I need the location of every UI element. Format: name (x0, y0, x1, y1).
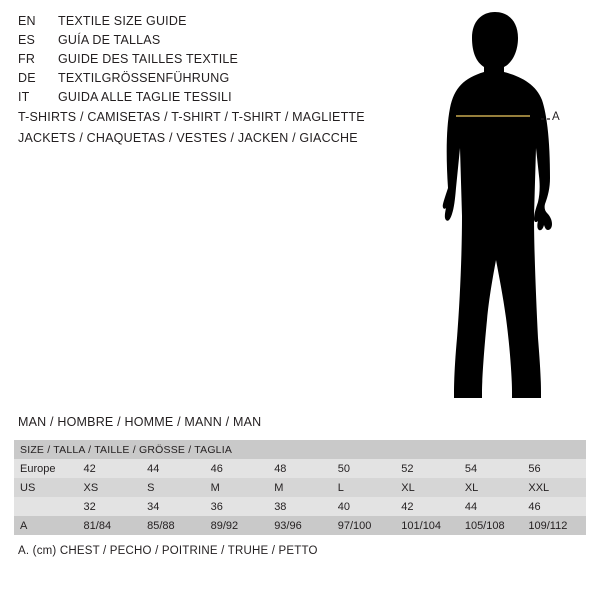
cell: 42 (395, 497, 459, 516)
cell: 93/96 (268, 516, 332, 535)
table-row (14, 516, 586, 535)
row-label (14, 497, 78, 516)
cell: XXL (522, 478, 586, 497)
language-row (18, 33, 418, 52)
cell: XS (78, 478, 142, 497)
section-heading-man: MAN / HOMBRE / HOMME / MANN / MAN (18, 415, 262, 429)
row-label: A (14, 516, 78, 535)
category-list (18, 110, 438, 152)
language-row (18, 52, 418, 71)
cell: 85/88 (141, 516, 205, 535)
category-jackets: JACKETS / CHAQUETAS / VESTES / JACKEN / GIACCHE (18, 131, 358, 145)
cell: 46 (205, 459, 269, 478)
cell: 32 (78, 497, 142, 516)
cell: 48 (268, 459, 332, 478)
size-table (14, 440, 586, 535)
cell: 54 (459, 459, 523, 478)
cell: L (332, 478, 396, 497)
cell: XL (395, 478, 459, 497)
cell: M (268, 478, 332, 497)
language-text: TEXTILGRÖSSENFÜHRUNG (58, 71, 230, 85)
table-row (14, 478, 586, 497)
language-list (18, 14, 418, 109)
language-code: ES (18, 33, 36, 47)
language-row (18, 71, 418, 90)
cell: 101/104 (395, 516, 459, 535)
cell: M (205, 478, 269, 497)
language-code: EN (18, 14, 36, 28)
cell: 50 (332, 459, 396, 478)
cell: 52 (395, 459, 459, 478)
cell: 42 (78, 459, 142, 478)
language-row (18, 14, 418, 33)
row-label: US (14, 478, 78, 497)
cell: 44 (141, 459, 205, 478)
measure-label-a: A (552, 111, 560, 123)
language-text: GUÍA DE TALLAS (58, 33, 161, 47)
cell: 36 (205, 497, 269, 516)
cell: 56 (522, 459, 586, 478)
language-text: GUIDA ALLE TAGLIE TESSILI (58, 90, 232, 104)
table-header-row (14, 440, 586, 459)
language-row (18, 90, 418, 109)
cell: 109/112 (522, 516, 586, 535)
cell: 89/92 (205, 516, 269, 535)
cell: 97/100 (332, 516, 396, 535)
language-code: DE (18, 71, 36, 85)
male-silhouette-figure (400, 8, 600, 408)
cell: 38 (268, 497, 332, 516)
table-header-label: SIZE / TALLA / TAILLE / GRÖSSE / TAGLIA (14, 440, 586, 459)
table-row (14, 497, 586, 516)
footnote-chest: A. (cm) CHEST / PECHO / POITRINE / TRUHE / PETTO (18, 545, 318, 557)
language-code: FR (18, 52, 36, 66)
cell: 34 (141, 497, 205, 516)
category-tshirts: T-SHIRTS / CAMISETAS / T-SHIRT / T-SHIRT / MAGLIETTE (18, 110, 365, 124)
cell: XL (459, 478, 523, 497)
language-code: IT (18, 90, 30, 104)
cell: 44 (459, 497, 523, 516)
language-text: TEXTILE SIZE GUIDE (58, 14, 187, 28)
cell: 105/108 (459, 516, 523, 535)
table-row (14, 459, 586, 478)
cell: 46 (522, 497, 586, 516)
silhouette-icon (400, 8, 600, 408)
row-label: Europe (14, 459, 78, 478)
cell: 40 (332, 497, 396, 516)
language-text: GUIDE DES TAILLES TEXTILE (58, 52, 239, 66)
cell: 81/84 (78, 516, 142, 535)
cell: S (141, 478, 205, 497)
